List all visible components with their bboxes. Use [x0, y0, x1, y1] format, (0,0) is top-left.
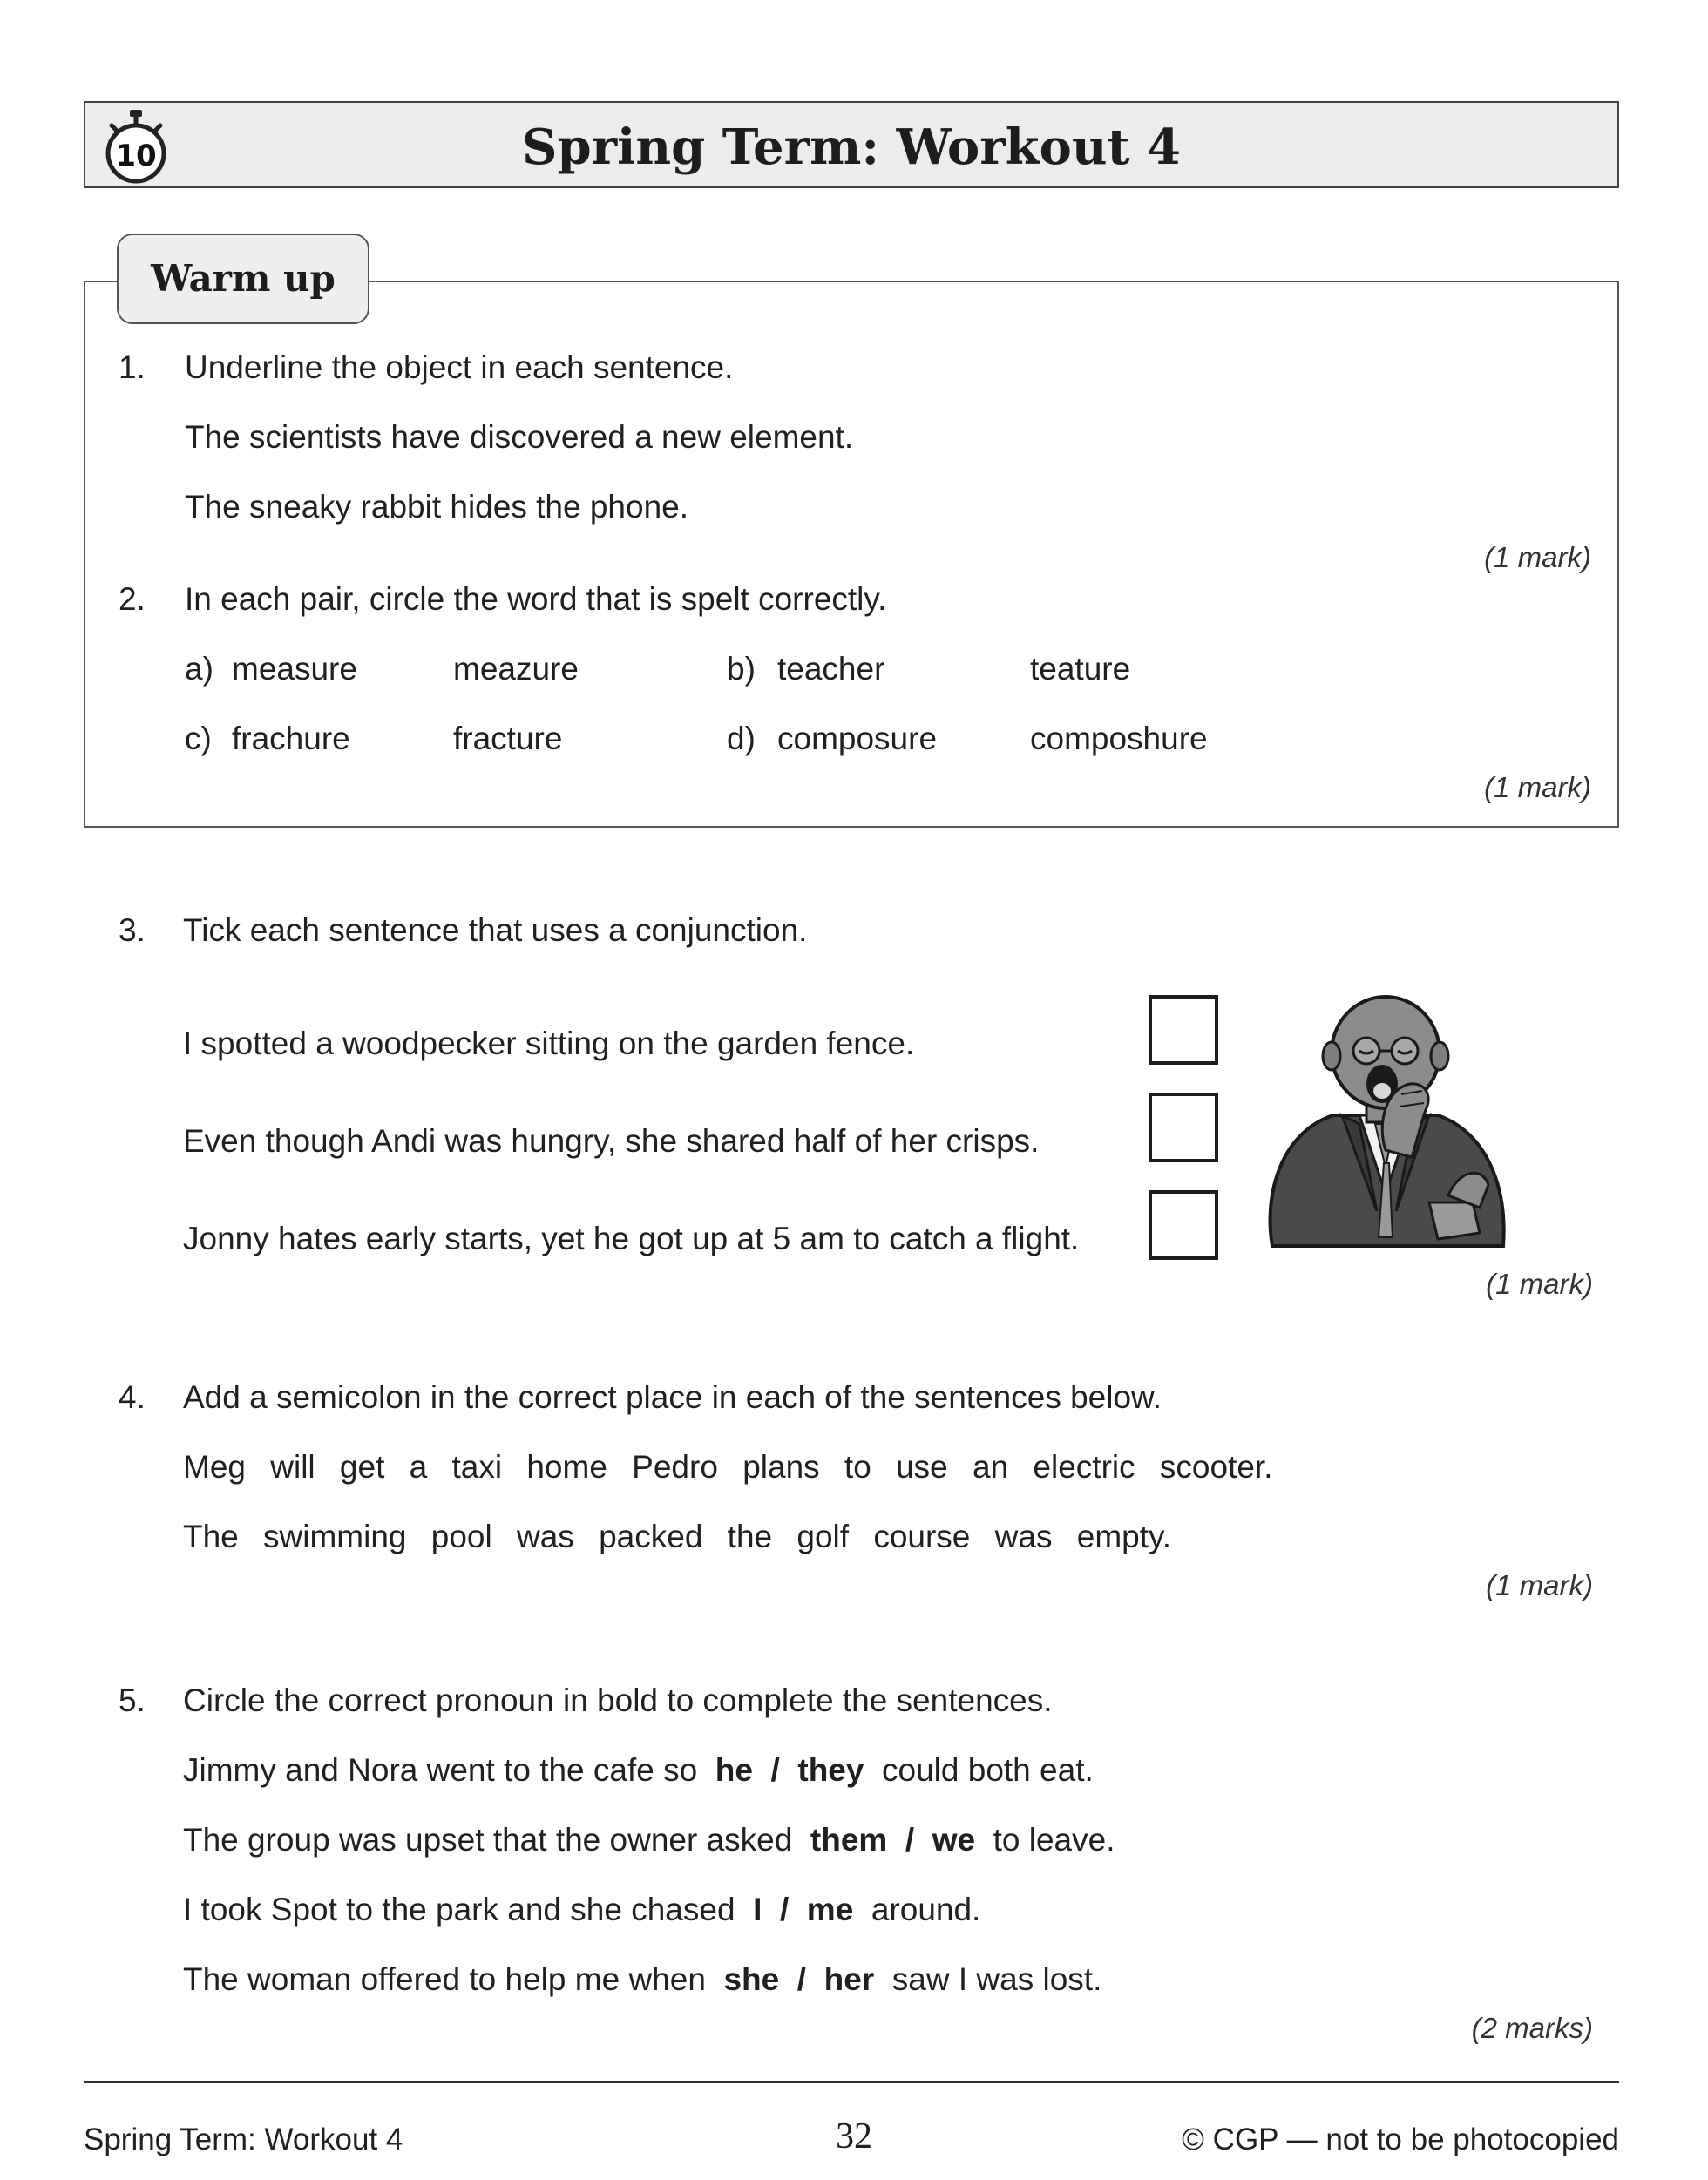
q1-sentence-2[interactable]: The sneaky rabbit hides the phone. — [185, 489, 688, 525]
q1-sentence-1[interactable]: The scientists have discovered a new element. — [185, 419, 854, 455]
footer-right: © CGP — not to be photocopied — [1182, 2122, 1619, 2156]
q3-prompt: Tick each sentence that uses a conjunction. — [183, 912, 808, 948]
q3-checkbox-2[interactable] — [1149, 1093, 1218, 1162]
q3-checkbox-3[interactable] — [1149, 1190, 1218, 1260]
q5-s4-separator: / — [796, 1961, 807, 1997]
q5-s2-separator: / — [905, 1822, 915, 1858]
q4-number: 4. — [119, 1379, 146, 1415]
q2-number: 2. — [119, 581, 146, 617]
q5-s4-before: The woman offered to help me when — [183, 1961, 706, 1997]
q4-prompt: Add a semicolon in the correct place in each of the sentences below. — [183, 1379, 1162, 1415]
q2-c-option-1[interactable]: frachure — [232, 721, 350, 756]
q3-sentence-1: I spotted a woodpecker sitting on the garden fence. — [183, 1026, 915, 1061]
q5-s3-option-1[interactable]: I — [753, 1892, 762, 1927]
footer-left: Spring Term: Workout 4 — [84, 2122, 403, 2156]
q3-mark: (1 mark) — [1486, 1268, 1593, 1300]
q2-b-option-2[interactable]: teature — [1030, 651, 1131, 687]
footer-divider — [84, 2081, 1619, 2083]
page-title: Spring Term: Workout 4 — [522, 118, 1181, 176]
q4-sentence-1[interactable]: Meg will get a taxi home Pedro plans to use an electric scooter. — [183, 1449, 1273, 1485]
q2-d-option-1[interactable]: composure — [777, 721, 938, 756]
q5-sentence-1 — [183, 1751, 1094, 1790]
warm-up-label: Warm up — [117, 234, 369, 324]
q5-s4-option-2[interactable]: her — [824, 1961, 875, 1997]
q3-checkbox-1[interactable] — [1149, 995, 1218, 1065]
q5-sentence-2 — [183, 1821, 1115, 1859]
q1-prompt: Underline the object in each sentence. — [185, 349, 734, 385]
q5-number: 5. — [119, 1682, 146, 1718]
q3-number: 3. — [119, 912, 146, 948]
q2-letter-b: b) — [727, 651, 756, 687]
yawning-man-illustration — [1255, 993, 1516, 1263]
q2-letter-d: d) — [727, 721, 756, 756]
q5-s3-option-2[interactable]: me — [806, 1892, 854, 1927]
q2-prompt: In each pair, circle the word that is spelt correctly. — [185, 581, 887, 617]
q5-mark: (2 marks) — [1471, 2012, 1593, 2044]
q5-sentence-4 — [183, 1960, 1101, 1999]
q3-sentence-3: Jonny hates early starts, yet he got up at 5 am to catch a flight. — [183, 1221, 1080, 1256]
q5-prompt: Circle the correct pronoun in bold to complete the sentences. — [183, 1682, 1053, 1718]
title-bar — [84, 101, 1619, 188]
q3-sentence-2: Even though Andi was hungry, she shared half of her crisps. — [183, 1123, 1040, 1159]
q5-s4-after: saw I was lost. — [891, 1961, 1102, 1997]
q5-s3-before: I took Spot to the park and she chased — [183, 1892, 735, 1927]
q4-sentence-2[interactable]: The swimming pool was packed the golf course was empty. — [183, 1519, 1172, 1554]
q5-s2-option-1[interactable]: them — [810, 1822, 888, 1858]
q5-s2-after: to leave. — [993, 1822, 1115, 1858]
q5-s3-separator: / — [779, 1892, 790, 1927]
q2-c-option-2[interactable]: fracture — [453, 721, 563, 756]
timer-minutes: 10 — [115, 139, 157, 173]
q4-mark: (1 mark) — [1486, 1569, 1593, 1601]
q5-sentence-3 — [183, 1891, 980, 1929]
q5-s1-option-2[interactable]: they — [797, 1752, 864, 1788]
q1-mark: (1 mark) — [1484, 541, 1591, 573]
q1-number: 1. — [119, 349, 146, 385]
q2-a-option-1[interactable]: measure — [232, 651, 357, 687]
q2-letter-c: c) — [185, 721, 212, 756]
q2-letter-a: a) — [185, 651, 214, 687]
q5-s1-after: could both eat. — [882, 1752, 1094, 1788]
q5-s1-before: Jimmy and Nora went to the cafe so — [183, 1752, 698, 1788]
q2-mark: (1 mark) — [1484, 771, 1591, 803]
q5-s4-option-1[interactable]: she — [723, 1961, 780, 1997]
q2-a-option-2[interactable]: meazure — [453, 651, 579, 687]
page-number: 32 — [836, 2116, 872, 2156]
q5-s2-before: The group was upset that the owner asked — [183, 1822, 793, 1858]
q5-s3-after: around. — [871, 1892, 981, 1927]
q2-b-option-1[interactable]: teacher — [777, 651, 885, 687]
q5-s1-separator: / — [770, 1752, 780, 1788]
q5-s2-option-2[interactable]: we — [932, 1822, 976, 1858]
q5-s1-option-1[interactable]: he — [715, 1752, 753, 1788]
q2-d-option-2[interactable]: composhure — [1030, 721, 1208, 756]
